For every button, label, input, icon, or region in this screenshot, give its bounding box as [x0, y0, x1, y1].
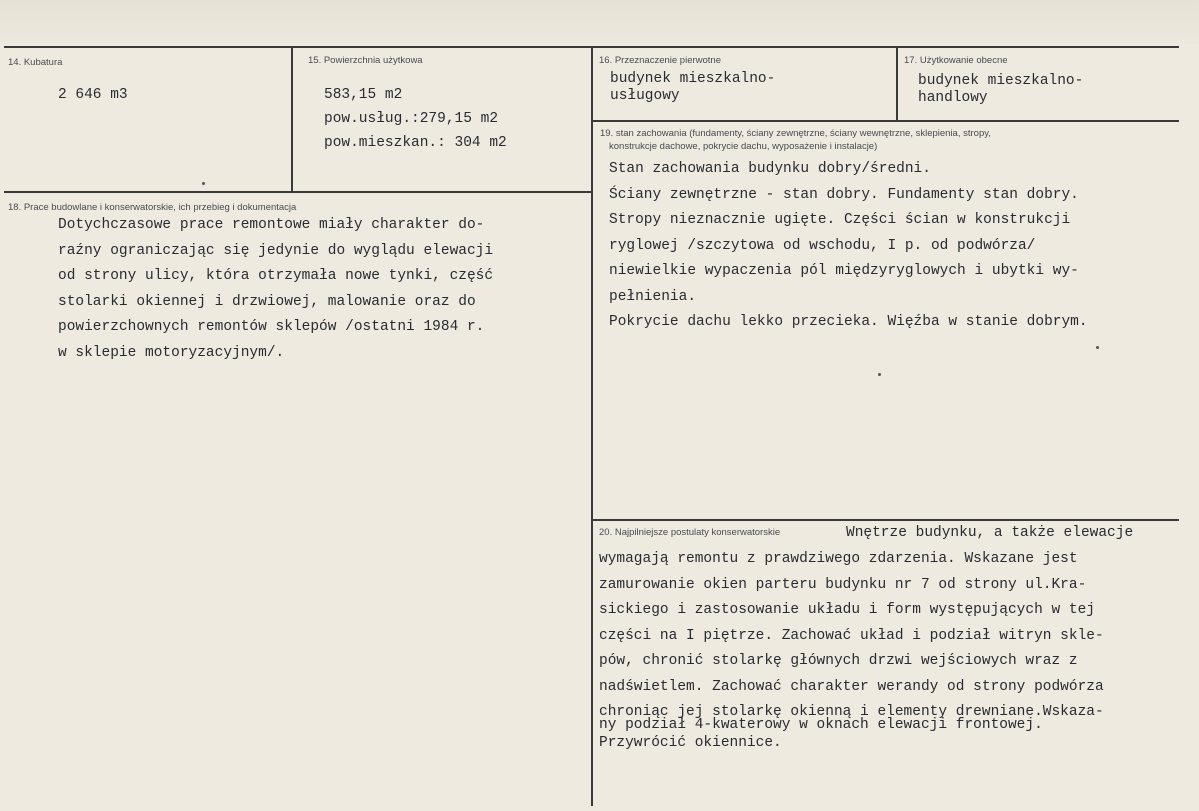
field17-label: 17. Użytkowanie obecne: [904, 55, 1008, 66]
field14-value: 2 646 m3: [58, 87, 128, 103]
field18-text: [58, 213, 493, 366]
field18-line: stolarki okiennej i drzwiowej, malowanie oraz do: [58, 293, 476, 310]
field20-line: wymagają remontu z prawdziwego zdarzenia. Wskazane jest: [599, 551, 1078, 567]
field19-line: Stan zachowania budynku dobry/średni.: [609, 161, 931, 177]
field15-line-1: 583,15 m2: [324, 87, 403, 103]
field15-label: 15. Powierzchnia użytkowa: [308, 55, 423, 66]
field20-line: sickiego i zastosowanie układu i form występujących w tej: [599, 602, 1095, 618]
field14-label: 14. Kubatura: [8, 57, 63, 68]
field20-line: pów, chronić stolarkę głównych drzwi wejściowych wraz z: [599, 653, 1078, 669]
field20-text: [599, 547, 1104, 726]
divider-14-15: [291, 46, 293, 192]
rule-under-14-15: [4, 191, 593, 193]
field20-label: 20. Najpilniejsze postulaty konserwatorskie: [599, 527, 781, 538]
field19-line: Stropy nieznacznie ugięte. Części ścian w konstrukcji: [609, 212, 1071, 228]
field19-line: niewielkie wypaczenia pól międzyryglowych i ubytki wy-: [609, 263, 1079, 279]
field18-line: Dotychczasowe prace remontowe miały charakter do-: [58, 217, 485, 233]
field20-line: części na I piętrze. Zachować układ i podział witryn skle-: [599, 627, 1104, 644]
divider-16-17: [896, 46, 898, 120]
field20-line: nadświetlem. Zachować charakter werandy od strony podwórza: [599, 678, 1104, 695]
field19-line: ryglowej /szczytowa od wschodu, I p. od podwórza/: [609, 237, 1036, 254]
field17-line-1: budynek mieszkalno-: [918, 73, 1084, 89]
field20-tail-line-2: Przywrócić okiennice.: [599, 735, 782, 751]
field18-label: 18. Prace budowlane i konserwatorskie, ich przebieg i dokumentacja: [8, 202, 297, 213]
scan-speck: [878, 373, 881, 376]
field19-line: Pokrycie dachu lekko przecieka. Więźba w stanie dobrym.: [609, 314, 1088, 330]
scan-speck: [202, 182, 205, 185]
bleed-through-strip: [0, 0, 1199, 44]
field20-line: chroniąc jej stolarkę okienną i elementy drewniane.Wskaza-: [599, 704, 1104, 720]
field20-first-line: Wnętrze budynku, a także elewacje: [846, 525, 1134, 541]
field20-line: zamurowanie okien parteru budynku nr 7 od strony ul.Kra-: [599, 576, 1087, 593]
rule-under-16-17: [591, 120, 1179, 122]
field17-line-2: handlowy: [918, 90, 988, 106]
field19-line: pełnienia.: [609, 288, 697, 305]
rule-above-20: [591, 519, 1179, 521]
field20-tail-line-1: ny podział 4-kwaterowy w oknach elewacji frontowej.: [599, 717, 1043, 733]
field16-label: 16. Przeznaczenie pierwotne: [599, 55, 721, 66]
field19-line: Ściany zewnętrzne - stan dobry. Fundamenty stan dobry.: [609, 186, 1079, 203]
field18-line: od strony ulicy, która otrzymała nowe tynki, część: [58, 268, 494, 284]
field19-label-line2: konstrukcje dachowe, pokrycie dachu, wyposażenie i instalacje): [609, 141, 878, 152]
field18-line: raźny ograniczając się jedynie do wyglądu elewacji: [58, 242, 494, 259]
field16-line-1: budynek mieszkalno-: [610, 71, 776, 87]
field18-line: powierzchownych remontów sklepów /ostatni 1984 r.: [58, 319, 485, 335]
field19-label-line1: 19. stan zachowania (fundamenty, ściany zewnętrzne, ściany wewnętrzne, sklepienia, stropy,: [600, 128, 991, 139]
field15-line-2: pow.usług.:279,15 m2: [324, 111, 499, 127]
scan-speck: [1096, 346, 1099, 349]
field18-line: w sklepie motoryzacyjnym/.: [58, 344, 285, 361]
divider-15-16: [591, 46, 593, 806]
field16-line-2: usługowy: [610, 88, 680, 104]
field15-line-3: pow.mieszkan.: 304 m2: [324, 135, 507, 151]
field19-text: [609, 157, 1088, 336]
